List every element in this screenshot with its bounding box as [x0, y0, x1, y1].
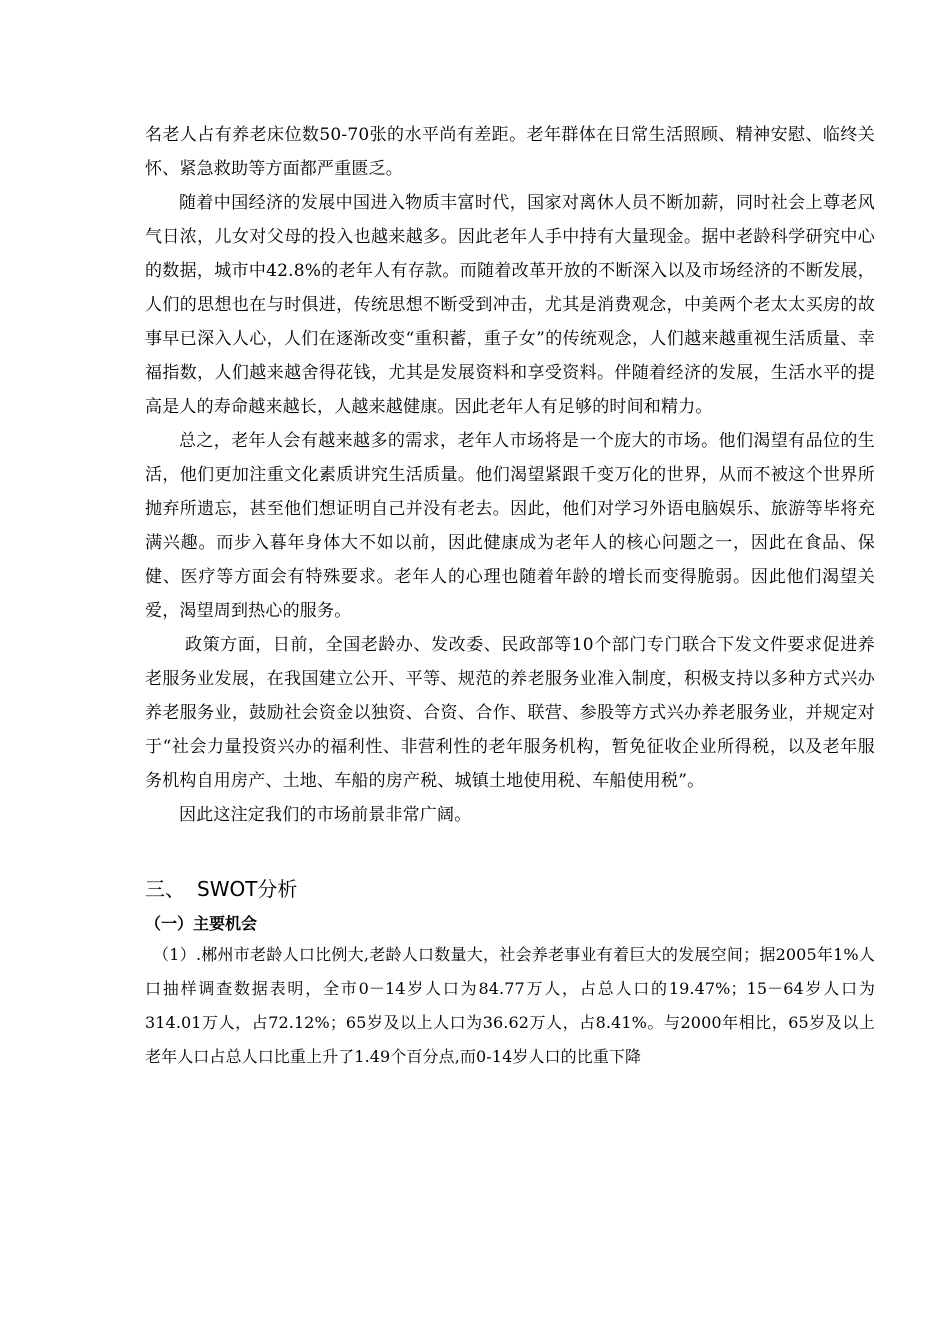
section-title: SWOT分析 [197, 877, 298, 901]
section-number: 三、 [145, 877, 185, 901]
paragraph-policy: 政策方面，日前，全国老龄办、发改委、民政部等10个部门专门联合下发文件要求促进养老服务业发展，在我国建立公开、平等、规范的养老服务业准入制度，积极支持以多种方式兴办养老服务业，鼓励社会资金以独资、合资、合作、联营、参股等方式兴办养老服务业，并规定对于“社会力量投资兴办的福利性、非营利性的老年服务机构，暂免征收企业所得税，以及老年服务机构自用房产、土地、车船的房产税、城镇土地使用税、车船使用税”。 [145, 635, 875, 791]
paragraph-opportunity: （1）.郴州市老龄人口比例大,老龄人口数量大，社会养老事业有着巨大的发展空间；据2005年1%人口抽样调查数据表明，全市0－14岁人口为84.77万人，占总人口的19.47%；15－64岁人口为314.01万人，占72.12%；65岁及以上人口为36.62万人，占8.41%。与2000年相比，65岁及以上老年人口占总人口比重上升了1.49个百分点,而0-14岁人口的比重下降 [145, 945, 875, 1066]
subsection-heading: （一）主要机会 [145, 914, 258, 933]
paragraph-continuation: 名老人占有养老床位数50-70张的水平尚有差距。老年群体在日常生活照顾、精神安慰、临终关怀、紧急救助等方面都严重匮乏。 [145, 125, 875, 179]
paragraph-summary: 总之，老年人会有越来越多的需求，老年人市场将是一个庞大的市场。他们渴望有品位的生活，他们更加注重文化素质讲究生活质量。他们渴望紧跟千变万化的世界，从而不被这个世界所抛弃所遗忘，甚至他们想证明自己并没有老去。因此，他们对学习外语电脑娱乐、旅游等毕将充满兴趣。而步入暮年身体大不如以前，因此健康成为老年人的核心问题之一，因此在食品、保健、医疗等方面会有特殊要求。老年人的心理也随着年龄的增长而变得脆弱。因此他们渴望关爱，渴望周到热心的服务。 [145, 431, 875, 621]
paragraph-economy: 随着中国经济的发展中国进入物质丰富时代，国家对离休人员不断加薪，同时社会上尊老风气日浓，儿女对父母的投入也越来越多。因此老年人手中持有大量现金。据中老龄科学研究中心的数据，城市中42.8%的老年人有存款。而随着改革开放的不断深入以及市场经济的不断发展，人们的思想也在与时俱进，传统思想不断受到冲击，尤其是消费观念，中美两个老太太买房的故事早已深入人心，人们在逐渐改变“重积蓄，重子女”的传统观念，人们越来越重视生活质量、幸福指数，人们越来越舍得花钱，尤其是发展资料和享受资料。伴随着经济的发展，生活水平的提高是人的寿命越来越长，人越来越健康。因此老年人有足够的时间和精力。 [145, 193, 875, 417]
paragraph-conclusion: 因此这注定我们的市场前景非常广阔。 [179, 805, 472, 825]
document-body [145, 118, 875, 1074]
section-heading [145, 874, 875, 904]
